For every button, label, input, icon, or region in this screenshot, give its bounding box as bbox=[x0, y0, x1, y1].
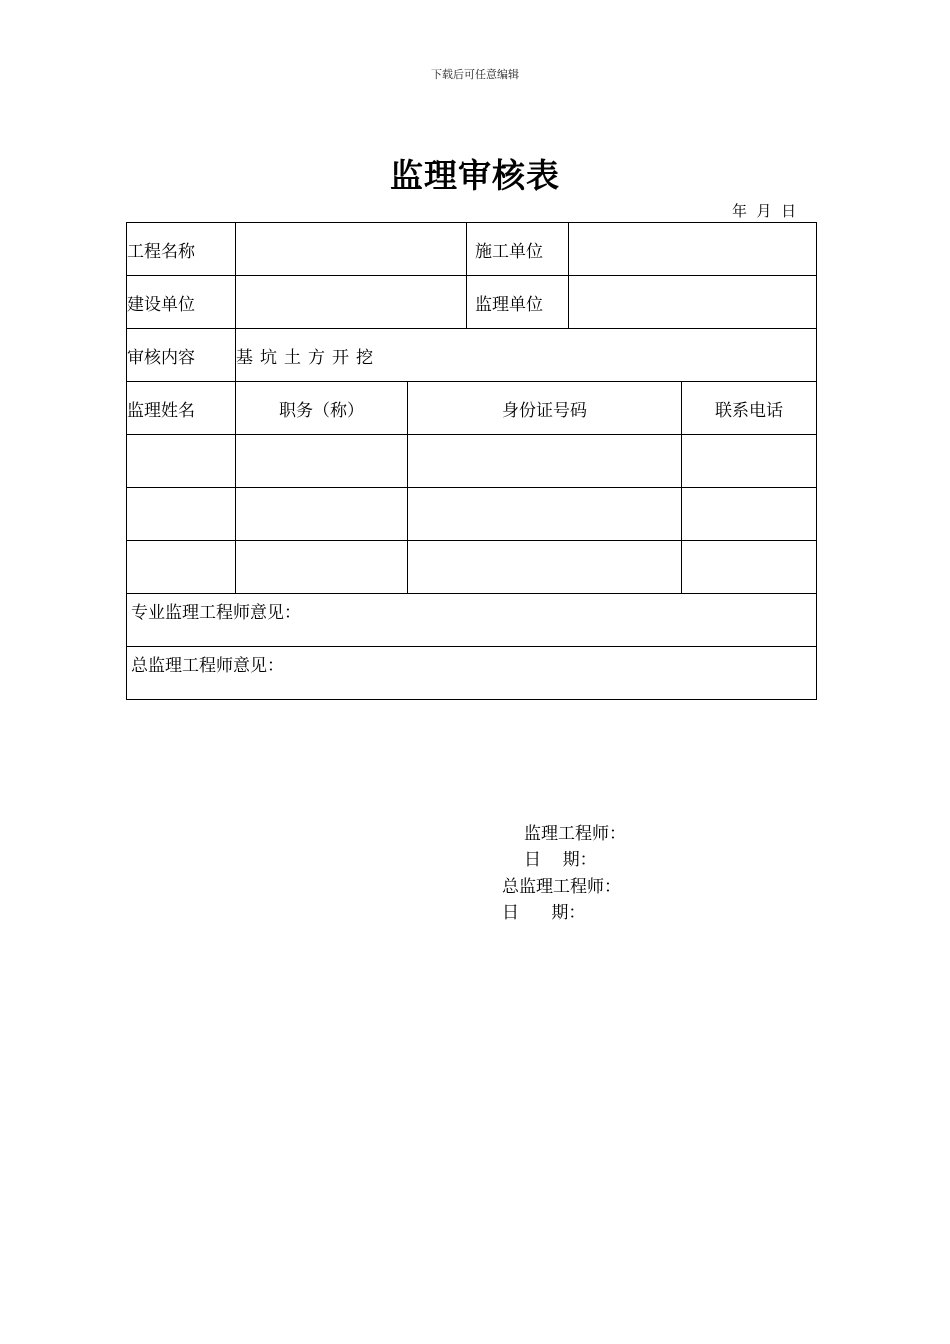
column-header-row bbox=[127, 382, 817, 435]
position-cell[interactable] bbox=[236, 488, 408, 541]
column-header-position: 职务（称） bbox=[236, 382, 408, 435]
project-name-label: 工程名称 bbox=[127, 223, 236, 276]
supervision-unit-label: 监理单位 bbox=[467, 276, 569, 329]
phone-cell[interactable] bbox=[682, 488, 817, 541]
name-cell[interactable] bbox=[127, 435, 236, 488]
phone-cell[interactable] bbox=[682, 541, 817, 594]
position-cell[interactable] bbox=[236, 541, 408, 594]
chief-signer-label: 总监理工程师： bbox=[502, 877, 621, 897]
review-content-row bbox=[127, 329, 817, 382]
column-header-phone: 联系电话 bbox=[682, 382, 817, 435]
review-content-value[interactable]: 基坑土方开挖 bbox=[236, 329, 817, 382]
construction-unit-label: 施工单位 bbox=[467, 223, 569, 276]
chief-date-label: 日 期： bbox=[502, 903, 586, 923]
page-title: 监理审核表 bbox=[390, 156, 560, 195]
builder-unit-field[interactable] bbox=[236, 276, 467, 329]
date-line: 年 月 日 bbox=[732, 202, 797, 220]
name-cell[interactable] bbox=[127, 541, 236, 594]
review-content-label: 审核内容 bbox=[127, 329, 236, 382]
table-row bbox=[127, 488, 817, 541]
specialist-opinion-row bbox=[127, 594, 817, 647]
specialist-signer-label: 监理工程师： bbox=[524, 824, 626, 844]
table-row bbox=[127, 541, 817, 594]
position-cell[interactable] bbox=[236, 435, 408, 488]
table-row bbox=[127, 435, 817, 488]
chief-opinion-area[interactable] bbox=[127, 647, 817, 923]
chief-opinion-row bbox=[127, 647, 817, 700]
builder-unit-row bbox=[127, 276, 817, 329]
construction-unit-field[interactable] bbox=[569, 223, 817, 276]
column-header-name: 监理姓名 bbox=[127, 382, 236, 435]
project-name-row bbox=[127, 223, 817, 276]
supervision-unit-field[interactable] bbox=[569, 276, 817, 329]
name-cell[interactable] bbox=[127, 488, 236, 541]
column-header-id-number: 身份证号码 bbox=[408, 382, 682, 435]
header-note: 下载后可任意编辑 bbox=[431, 68, 519, 81]
id-number-cell[interactable] bbox=[408, 488, 682, 541]
specialist-opinion-label: 专业监理工程师意见： bbox=[131, 603, 301, 623]
project-name-field[interactable] bbox=[236, 223, 467, 276]
builder-unit-label: 建设单位 bbox=[127, 276, 236, 329]
chief-opinion-label: 总监理工程师意见： bbox=[131, 656, 284, 676]
specialist-date-label: 日 期： bbox=[524, 850, 597, 870]
phone-cell[interactable] bbox=[682, 435, 817, 488]
id-number-cell[interactable] bbox=[408, 541, 682, 594]
id-number-cell[interactable] bbox=[408, 435, 682, 488]
review-form-table bbox=[126, 222, 817, 923]
